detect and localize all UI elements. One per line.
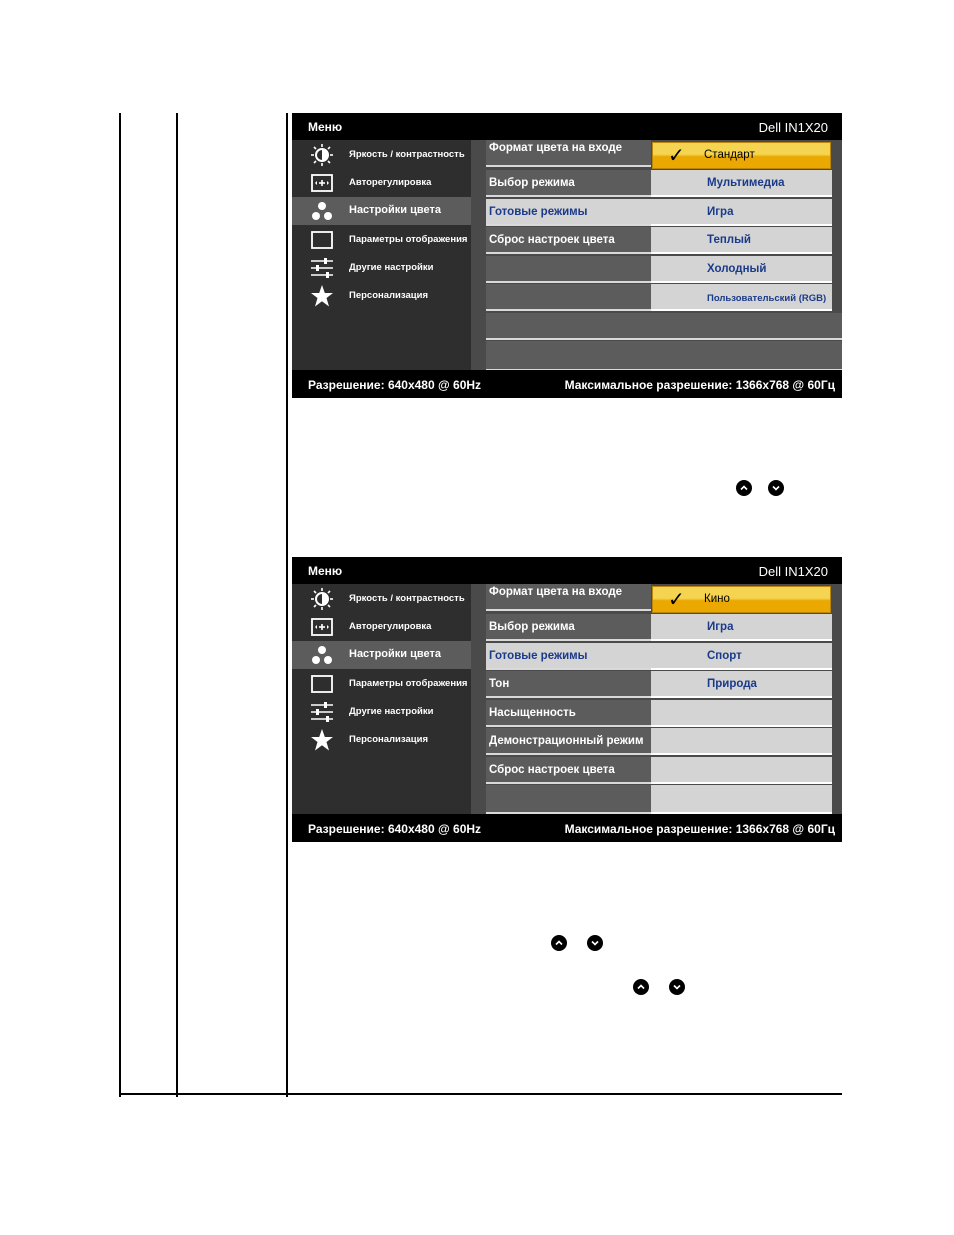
osd-submenu: [471, 140, 842, 370]
table-border-col2: [286, 113, 288, 1097]
nav-display-settings[interactable]: [292, 670, 471, 698]
submenu-empty: [486, 256, 651, 283]
chevron-up-icon: [551, 935, 567, 951]
submenu-mode-select[interactable]: [486, 170, 651, 197]
osd-header: [292, 113, 842, 140]
nav-color-settings[interactable]: [292, 641, 471, 669]
nav-label: Настройки цвета: [349, 648, 441, 660]
star-icon: [310, 285, 334, 307]
option-label: Теплый: [707, 234, 751, 246]
option-item[interactable]: [651, 643, 832, 670]
submenu-input-color-format[interactable]: [486, 140, 651, 167]
submenu-label: Выбор режима: [489, 177, 575, 189]
nav-label: Персонализация: [349, 290, 429, 301]
submenu-empty: [486, 341, 842, 371]
nav-brightness-contrast[interactable]: [292, 141, 471, 169]
nav-other-settings[interactable]: [292, 254, 471, 282]
option-label: Спорт: [707, 650, 742, 662]
submenu-reset-color[interactable]: [486, 757, 651, 784]
sliders-icon: [310, 701, 334, 723]
display-settings-icon: [310, 229, 334, 251]
option-item[interactable]: [651, 614, 832, 641]
nav-personalize[interactable]: [292, 726, 471, 754]
option-selected[interactable]: [652, 586, 831, 613]
checkmark-icon: ✓: [668, 145, 685, 167]
monitor-model: Dell IN1X20: [758, 564, 828, 579]
option-item[interactable]: [651, 170, 832, 197]
nav-auto-adjust[interactable]: [292, 613, 471, 641]
osd-submenu: [471, 584, 842, 814]
osd-footer: [292, 370, 842, 398]
table-border-col1: [176, 113, 178, 1097]
brightness-icon: [310, 144, 334, 166]
option-label: Игра: [707, 206, 734, 218]
max-resolution: Максимальное разрешение: 1366x768 @ 60Гц: [564, 822, 835, 836]
submenu-hue[interactable]: [486, 671, 651, 698]
submenu-empty: [486, 313, 842, 340]
brightness-icon: [310, 588, 334, 610]
submenu-input-color-format[interactable]: [486, 584, 651, 611]
option-item[interactable]: [651, 671, 832, 698]
nav-label: Параметры отображения: [349, 234, 468, 245]
current-resolution: Разрешение: 640x480 @ 60Hz: [308, 378, 482, 392]
submenu-label: Насыщенность: [489, 707, 576, 719]
nav-color-settings[interactable]: [292, 197, 471, 225]
option-empty: [651, 785, 832, 814]
osd-screenshot-2: [292, 557, 842, 842]
submenu-label: Готовые режимы: [489, 206, 588, 218]
nav-other-settings[interactable]: [292, 698, 471, 726]
table-border-left: [119, 113, 121, 1097]
osd-nav: [292, 140, 471, 370]
display-settings-icon: [310, 673, 334, 695]
chevron-down-icon: [669, 979, 685, 995]
option-empty: [651, 700, 832, 727]
option-empty: [651, 728, 832, 755]
submenu-label: Формат цвета на входе: [489, 142, 623, 154]
submenu-label: Сброс настроек цвета: [489, 764, 615, 776]
submenu-preset-modes[interactable]: [486, 199, 651, 226]
osd-nav: [292, 584, 471, 814]
option-item[interactable]: [651, 284, 832, 311]
option-label: Природа: [707, 678, 757, 690]
submenu-label: Готовые режимы: [489, 650, 588, 662]
option-item[interactable]: [651, 199, 832, 226]
chevron-up-icon: [633, 979, 649, 995]
submenu-demo-mode[interactable]: [486, 728, 651, 755]
max-resolution: Максимальное разрешение: 1366x768 @ 60Гц: [564, 378, 835, 392]
menu-title: Меню: [308, 564, 343, 578]
star-icon: [310, 729, 334, 751]
nav-brightness-contrast[interactable]: [292, 585, 471, 613]
option-selected[interactable]: [652, 142, 831, 169]
option-label: Кино: [704, 593, 730, 605]
monitor-model: Dell IN1X20: [758, 120, 828, 135]
nav-label: Другие настройки: [349, 706, 434, 717]
submenu-label: Демонстрационный режим: [489, 735, 644, 747]
option-label: Холодный: [707, 263, 767, 275]
nav-label: Авторегулировка: [349, 177, 432, 188]
nav-label: Настройки цвета: [349, 204, 441, 216]
osd-header: [292, 557, 842, 584]
option-item[interactable]: [651, 227, 832, 254]
menu-title: Меню: [308, 120, 343, 134]
submenu-saturation[interactable]: [486, 700, 651, 727]
submenu-label: Сброс настроек цвета: [489, 234, 615, 246]
nav-label: Авторегулировка: [349, 621, 432, 632]
chevron-up-icon: [736, 480, 752, 496]
color-settings-icon: [310, 200, 334, 222]
sliders-icon: [310, 257, 334, 279]
option-label: Стандарт: [704, 149, 755, 161]
auto-adjust-icon: [310, 172, 334, 194]
auto-adjust-icon: [310, 616, 334, 638]
option-item[interactable]: [651, 256, 832, 283]
nav-label: Параметры отображения: [349, 678, 468, 689]
submenu-reset-color[interactable]: [486, 227, 651, 254]
submenu-preset-modes[interactable]: [486, 643, 651, 670]
chevron-down-icon: [587, 935, 603, 951]
submenu-label: Выбор режима: [489, 621, 575, 633]
option-label: Мультимедиа: [707, 177, 785, 189]
nav-auto-adjust[interactable]: [292, 169, 471, 197]
submenu-mode-select[interactable]: [486, 614, 651, 641]
table-border-bottom: [119, 1093, 842, 1095]
current-resolution: Разрешение: 640x480 @ 60Hz: [308, 822, 482, 836]
submenu-empty: [486, 785, 651, 814]
osd-footer: [292, 814, 842, 842]
osd-screenshot-1: [292, 113, 842, 398]
nav-label: Другие настройки: [349, 262, 434, 273]
submenu-label: Формат цвета на входе: [489, 586, 623, 598]
checkmark-icon: ✓: [668, 589, 685, 611]
nav-label: Яркость / контрастность: [349, 149, 465, 160]
color-settings-icon: [310, 644, 334, 666]
nav-label: Яркость / контрастность: [349, 593, 465, 604]
option-empty: [651, 757, 832, 784]
option-label: Пользовательский (RGB): [707, 293, 827, 304]
submenu-label: Тон: [489, 678, 510, 690]
submenu-empty: [486, 284, 651, 311]
chevron-down-icon: [768, 480, 784, 496]
nav-label: Персонализация: [349, 734, 429, 745]
nav-display-settings[interactable]: [292, 226, 471, 254]
nav-personalize[interactable]: [292, 282, 471, 310]
option-label: Игра: [707, 621, 734, 633]
